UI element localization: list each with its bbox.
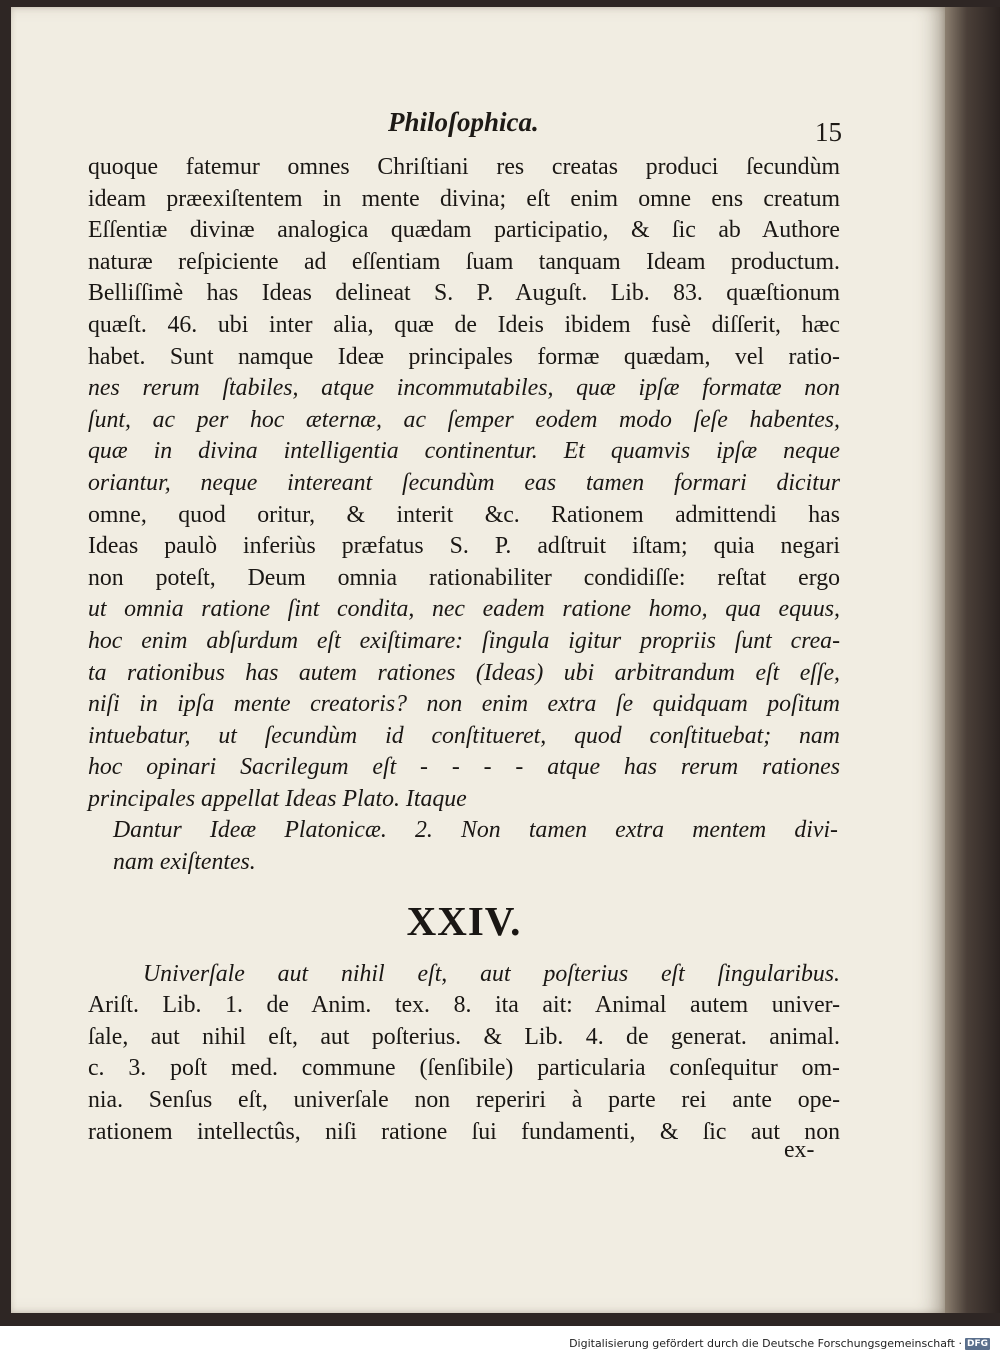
text-line: nia. Senſus eſt, univerſale non reperiri à parte rei ante ope- [88, 1087, 840, 1114]
catchword: ex- [784, 1137, 815, 1163]
text-line: quoque fatemur omnes Chriſtiani res creatas produci ſecundùm [88, 154, 840, 180]
text-line: habet. Sunt namque Ideæ principales formæ quædam, vel ratio- [88, 343, 840, 370]
running-head: Philoſophica. [388, 107, 539, 137]
text-line: intuebatur, ut ſecundùm id conſtitueret, quod conſtituebat; nam [88, 722, 840, 749]
text-line: ut omnia ratione ſint condita, nec eadem ratione homo, qua equus, [88, 596, 840, 623]
digitization-footer [569, 1337, 990, 1350]
text-line: ſunt, ac per hoc æternæ, ac ſemper eodem modo ſeſe habentes, [88, 406, 840, 433]
thesis-line: Dantur Ideæ Platonicæ. 2. Non tamen extra mentem divi- [113, 817, 838, 844]
text-line: hoc enim abſurdum eſt exiſtimare: ſingula igitur propriis ſunt crea- [88, 627, 840, 654]
dfg-logo-icon: DFG [966, 1338, 988, 1349]
text-line: non poteſt, Deum omnia rationabiliter condidiſſe: reſtat ergo [88, 564, 840, 591]
text-line: omne, quod oritur, & interit &c. Rationem admittendi has [88, 501, 840, 528]
text-line: Ariſt. Lib. 1. de Anim. tex. 8. ita ait: Animal autem univer- [88, 992, 840, 1019]
text-line: Univerſale aut nihil eſt, aut poſterius eſt ſingularibus. [143, 960, 840, 987]
page-edge [945, 7, 1000, 1313]
page-number: 15 [815, 117, 842, 147]
text-line: niſi in ipſa mente creatoris? non enim extra ſe quidquam poſitum [88, 691, 840, 718]
text-line: Ideas paulò inferiùs præfatus S. P. adſtruit iſtam; quia negari [88, 533, 840, 560]
text-line: ideam præexiſtentem in mente divina; eſt enim omne ens creatum [88, 185, 840, 212]
text-line: ta rationibus has autem rationes (Ideas) ubi arbitrandum eſt eſſe, [88, 659, 840, 686]
text-line: naturæ reſpiciente ad eſſentiam ſuam tanquam Ideam productum. [88, 248, 840, 275]
text-line: Belliſſimè has Ideas delineat S. P. Auguſt. Lib. 83. quæſtionum [88, 280, 840, 307]
text-line: ſale, aut nihil eſt, aut poſterius. & Lib. 4. de generat. animal. [88, 1023, 840, 1050]
text-line: c. 3. poſt med. commune (ſenſibile) particularia conſequitur om- [88, 1055, 840, 1082]
page-text [88, 152, 840, 1148]
text-line: nes rerum ſtabiles, atque incommutabiles, quæ ipſæ formatæ non [88, 375, 840, 402]
text-line: principales appellat Ideas Plato. Itaque [88, 785, 467, 812]
text-line: quæſt. 46. ubi inter alia, quæ de Ideis ibidem fusè diſſerit, hæc [88, 311, 840, 338]
text-line: rationem intellectûs, niſi ratione ſui fundamenti, & ſic aut non [88, 1118, 840, 1145]
text-line: hoc opinari Sacrilegum eſt - - - - atque has rerum rationes [88, 754, 840, 781]
footer-text: Digitalisierung gefördert durch die Deutsche Forschungsgemeinschaft · [569, 1337, 962, 1350]
thesis-line: nam exiſtentes. [113, 849, 256, 876]
text-line: quæ in divina intelligentia continentur. Et quamvis ipſæ neque [88, 438, 840, 465]
section-heading: XXIV. [406, 897, 522, 944]
text-line: Eſſentiæ divinæ analogica quædam participatio, & ſic ab Authore [88, 217, 840, 244]
text-line: oriantur, neque intereant ſecundùm eas tamen formari dicitur [88, 469, 840, 496]
